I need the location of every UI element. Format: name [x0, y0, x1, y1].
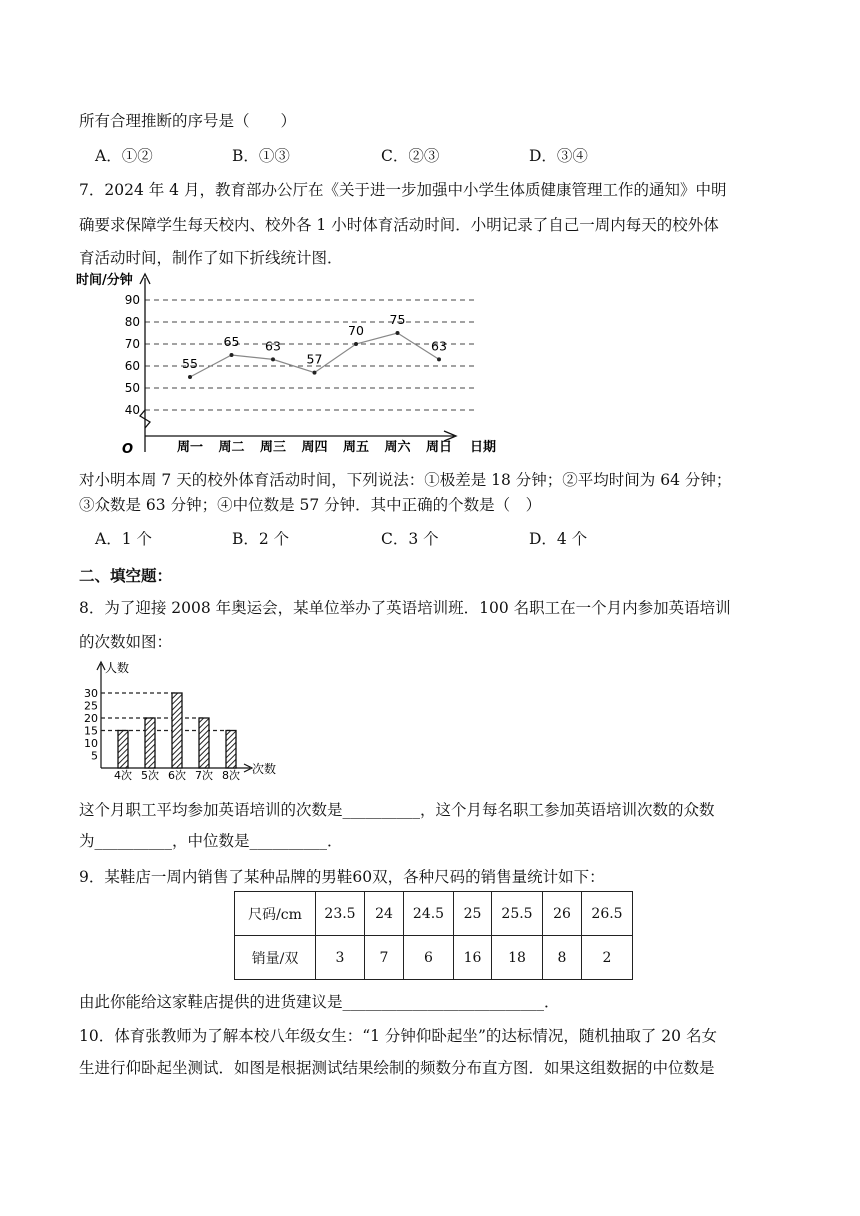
- x-tick-label: 周一: [176, 440, 204, 455]
- q7-option-a: A．1 个: [95, 530, 152, 548]
- table-cell: 18: [492, 936, 543, 980]
- y-tick-label: 80: [124, 315, 140, 329]
- x-axis-label: 日期: [470, 440, 497, 455]
- q6-option-c: C．②③: [381, 147, 440, 165]
- data-label: 75: [389, 312, 406, 327]
- y-tick-label: 50: [124, 381, 140, 395]
- x-tick-label: 5次: [141, 769, 159, 782]
- bar: [172, 693, 182, 768]
- table-cell: 24: [365, 892, 404, 936]
- table-row: [235, 892, 633, 936]
- x-tick-label: 周日: [425, 440, 453, 455]
- y-axis-label: 人数: [105, 661, 130, 675]
- y-tick-label: 10: [84, 737, 98, 750]
- q10-line1: 10．体育张教师为了解本校八年级女生：“1 分钟仰卧起坐”的达标情况，随机抽取了 20 名女: [79, 1027, 717, 1045]
- y-tick-label: 30: [84, 687, 98, 700]
- q8-after1: 这个月职工平均参加英语培训的次数是__________，这个月每名职工参加英语培训次数的众数: [79, 801, 715, 819]
- data-label: 55: [182, 356, 198, 371]
- q7-option-d: D．4 个: [529, 530, 588, 548]
- section-title: 二、填空题：: [79, 567, 173, 585]
- table-cell: 25: [454, 892, 492, 936]
- table-cell: 26.5: [582, 892, 633, 936]
- y-tick-label: 5: [91, 749, 98, 763]
- y-tick-label: 25: [84, 699, 98, 713]
- table-cell: 7: [365, 936, 404, 980]
- q6-option-d: D．③④: [529, 147, 588, 165]
- y-tick-label: 90: [124, 293, 140, 307]
- table-row: [235, 936, 633, 980]
- x-tick-label: 4次: [114, 769, 132, 782]
- table-header-size: 尺码/cm: [235, 892, 316, 936]
- table-cell: 23.5: [316, 892, 365, 936]
- data-point: [188, 375, 192, 379]
- bar: [199, 718, 209, 768]
- q9-after: 由此你能给这家鞋店提供的进货建议是__________________________．: [79, 993, 560, 1011]
- y-tick-label: 60: [124, 359, 140, 373]
- bar: [226, 731, 236, 769]
- q6-tail-text: 所有合理推断的序号是（ ）: [79, 112, 297, 130]
- q6-option-a: A．①②: [95, 147, 153, 165]
- table-cell: 2: [582, 936, 633, 980]
- bar-chart: [80, 660, 290, 785]
- x-tick-label: 6次: [168, 769, 186, 782]
- data-label: 65: [223, 334, 240, 349]
- q10-line2: 生进行仰卧起坐测试．如图是根据测试结果绘制的频数分布直方图．如果这组数据的中位数是: [79, 1059, 715, 1077]
- table-cell: 24.5: [404, 892, 454, 936]
- x-tick-label: 8次: [222, 769, 240, 782]
- data-label: 63: [431, 338, 447, 354]
- data-point: [230, 353, 234, 357]
- q8-line2: 的次数如图：: [79, 633, 173, 651]
- table-cell: 3: [316, 936, 365, 980]
- origin-label: O: [122, 442, 134, 457]
- q9-line1: 9．某鞋店一周内销售了某种品牌的男鞋60双，各种尺码的销售量统计如下：: [79, 868, 605, 886]
- data-point: [354, 342, 358, 346]
- x-tick-label: 周二: [218, 440, 245, 455]
- q7-option-c: C．3 个: [381, 530, 439, 548]
- x-axis-label: 次数: [252, 762, 277, 776]
- q7-option-b: B．2 个: [232, 530, 290, 548]
- data-point: [396, 331, 400, 335]
- data-point: [437, 357, 441, 361]
- q7-line2: 确要求保障学生每天校内、校外各 1 小时体育活动时间．小明记录了自己一周内每天的校外体: [79, 216, 719, 234]
- data-point: [313, 371, 317, 375]
- x-tick-label: 周四: [301, 440, 328, 455]
- q7-line3: 育活动时间，制作了如下折线统计图．: [79, 249, 343, 267]
- bar: [118, 731, 128, 769]
- data-point: [271, 357, 275, 361]
- table-cell: 6: [404, 936, 454, 980]
- table-cell: 26: [543, 892, 582, 936]
- shoe-size-table: [234, 891, 633, 980]
- data-label: 57: [306, 351, 323, 367]
- y-tick-label: 20: [84, 712, 98, 725]
- x-tick-label: 周五: [342, 440, 370, 455]
- q8-line1: 8．为了迎接 2008 年奥运会，某单位举办了英语培训班．100 名职工在一个月内参加英语培训: [79, 599, 731, 617]
- table-cell: 25.5: [492, 892, 543, 936]
- table-cell: 16: [454, 936, 492, 980]
- q7-after1: 对小明本周 7 天的校外体育活动时间，下列说法：①极差是 18 分钟；②平均时间为 64 分钟；: [79, 471, 732, 489]
- line-chart: [74, 270, 514, 460]
- table-header-sales: 销量/双: [235, 936, 316, 980]
- q8-after2: 为__________，中位数是__________．: [79, 832, 343, 850]
- x-tick-label: 周六: [384, 440, 411, 455]
- y-axis-label: 时间/分钟: [76, 273, 133, 288]
- bar: [145, 718, 155, 768]
- q7-after2: ③众数是 63 分钟；④中位数是 57 分钟．其中正确的个数是（ ）: [79, 496, 542, 514]
- x-tick-label: 周三: [259, 440, 287, 455]
- y-tick-label: 40: [124, 403, 140, 417]
- data-label: 63: [265, 338, 281, 354]
- y-tick-label: 70: [124, 337, 140, 351]
- table-cell: 8: [543, 936, 582, 980]
- x-tick-label: 7次: [195, 769, 213, 782]
- data-label: 70: [348, 323, 364, 338]
- q6-option-b: B．①③: [232, 147, 290, 165]
- y-tick-label: 15: [84, 724, 98, 738]
- q7-line1: 7．2024 年 4 月，教育部办公厅在《关于进一步加强中小学生体质健康管理工作的通知》中明: [79, 181, 727, 199]
